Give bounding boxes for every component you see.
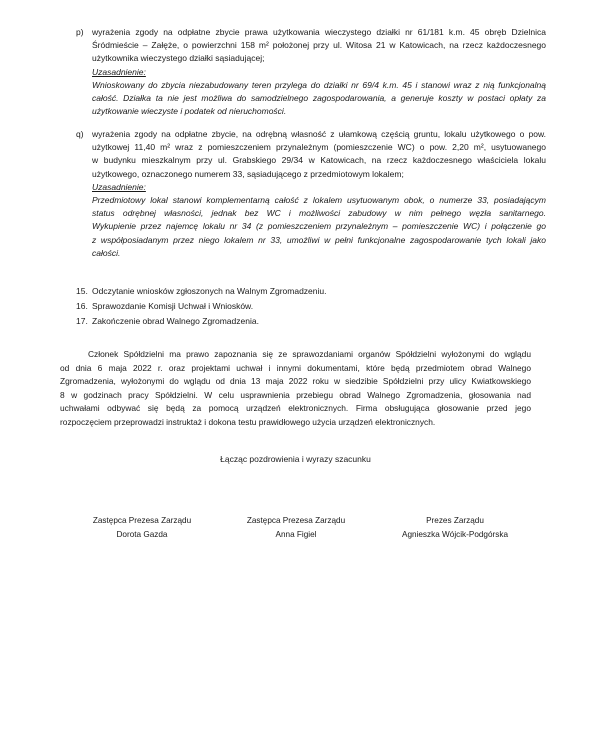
- item-text-line: Śródmieście – Załęże, o powierzchni 158 m² położonej przy ul. Witosa 21 w Katowicach, na rzecz każdoczesnego: [92, 40, 546, 51]
- item-text: Sprawozdanie Komisji Uchwał i Wniosków.: [92, 301, 254, 311]
- paragraph-line: 8 w godzinach pracy Spółdzielni. W celu usprawnienia przebiegu obrad Walnego Zgromadzenia, głosowania nad: [60, 389, 531, 400]
- item-number: 16.: [76, 301, 88, 311]
- item-number: 15.: [76, 286, 88, 296]
- uzasadnienie-line: użytkowanie wieczyste i podatek od nieruchomości.: [92, 106, 287, 117]
- uzasadnienie-line: z współposiadanym przez niego lokalem nr 33, umożliwi w pełni funkcjonalne zagospodarowanie tych lokali jako: [92, 234, 546, 245]
- paragraph-line: uchwałami odbywać się będą za pomocą urządzeń elektronicznych. Firma obsługująca głosowanie przed jego: [60, 403, 531, 414]
- item-marker: p): [76, 27, 84, 37]
- item-text-line: użytkowej 11,40 m² wraz z pomieszczeniem przynależnym (pomieszczenie WC) o pow. 2,20 m², usytuowanego: [92, 142, 546, 153]
- info-paragraph: [60, 348, 531, 430]
- item-text: Odczytanie wniosków zgłoszonych na Walnym Zgromadzeniu.: [92, 286, 327, 296]
- uzasadnienie-label: Uzasadnienie:: [92, 181, 146, 192]
- list-item-15: [76, 285, 326, 298]
- uzasadnienie-line: całości.: [92, 247, 121, 258]
- paragraph-line: Członek Spółdzielni ma prawo zapoznania się ze sprawozdaniami organów Spółdzielni wyłożonymi do wglądu: [88, 349, 531, 359]
- item-number: 17.: [76, 316, 88, 326]
- item-text: Zakończenie obrad Walnego Zgromadzenia.: [92, 316, 259, 326]
- signature-block-3: [375, 514, 535, 542]
- signature-role: Prezes Zarządu: [426, 516, 484, 525]
- signature-role: Zastępca Prezesa Zarządu: [246, 516, 346, 525]
- uzasadnienie-line: Wykupienie przez najemcę lokalu nr 34 (z pomieszczeniem przynależnym – pomieszczenie WC) i połączenie go: [92, 221, 546, 232]
- signature-name: Dorota Gazda: [116, 530, 168, 539]
- signature-role: Zastępca Prezesa Zarządu: [92, 516, 192, 525]
- item-text-line: wyrażenia zgody na odpłatne zbycie prawa użytkowania wieczystego działki nr 61/181 k.m. 45 obręb Dzielnica: [92, 27, 546, 37]
- item-text-line: w budynku mieszkalnym przy ul. Grabskiego 29/34 w Katowicach, na rzecz każdoczesnego właściciela lokalu: [92, 155, 546, 166]
- signature-name: Agnieszka Wójcik-Podgórska: [401, 530, 509, 539]
- list-item-q: [76, 128, 546, 260]
- signature-block-1: [62, 514, 222, 542]
- item-text-line: użytkownika wieczystego działki sąsiadującej;: [92, 53, 265, 64]
- paragraph-line: od dnia 6 maja 2022 r. oraz projektami uchwał i innymi dokumentami, które będą przedmiotem obrad Walnego: [60, 362, 531, 373]
- uzasadnienie-label: Uzasadnienie:: [92, 66, 146, 77]
- signature-block-2: [216, 514, 376, 542]
- uzasadnienie-line: Przedmiotowy lokal stanowi komplementarną całość z lokalem usytuowanym obok, o numerze 33, posiadającym: [92, 195, 546, 206]
- list-item-17: [76, 315, 259, 328]
- uzasadnienie-line: Wnioskowany do zbycia niezabudowany teren przylega do działki nr 69/4 k.m. 45 i stanowi wraz z nią funkcjonalną: [92, 79, 546, 90]
- paragraph-line: Zgromadzenia, wyłożonymi do wglądu od dnia 13 maja 2022 roku w siedzibie Spółdzielni przy ulicy Kwiatkowskiego: [60, 376, 531, 387]
- signature-name: Anna Figiel: [275, 530, 317, 539]
- list-item-p: [76, 26, 546, 118]
- list-item-16: [76, 300, 253, 313]
- paragraph-line: rozpoczęciem przeprowadzi instruktaż i dokona testu prawidłowego użycia urządzeń elektronicznych.: [60, 416, 436, 427]
- item-text-line: użytkowego, oznaczonego numerem 33, sąsiadującego z przedmiotowym lokalem;: [92, 168, 404, 179]
- closing-greeting: Łącząc pozdrowienia i wyrazy szacunku: [220, 454, 371, 464]
- item-text-line: wyrażenia zgody na odpłatne zbycie, na odrębną własność z ułamkową częścią gruntu, lokalu użytkowego o pow.: [92, 129, 546, 139]
- item-marker: q): [76, 129, 84, 139]
- uzasadnienie-line: status odrębnej własności, jednak bez WC i możliwości zabudowy w nim pełnego węzła sanitarnego.: [92, 208, 546, 219]
- uzasadnienie-line: całość. Działka ta nie jest możliwa do samodzielnego zagospodarowania, a generuje koszty w postaci opłaty za: [92, 93, 546, 104]
